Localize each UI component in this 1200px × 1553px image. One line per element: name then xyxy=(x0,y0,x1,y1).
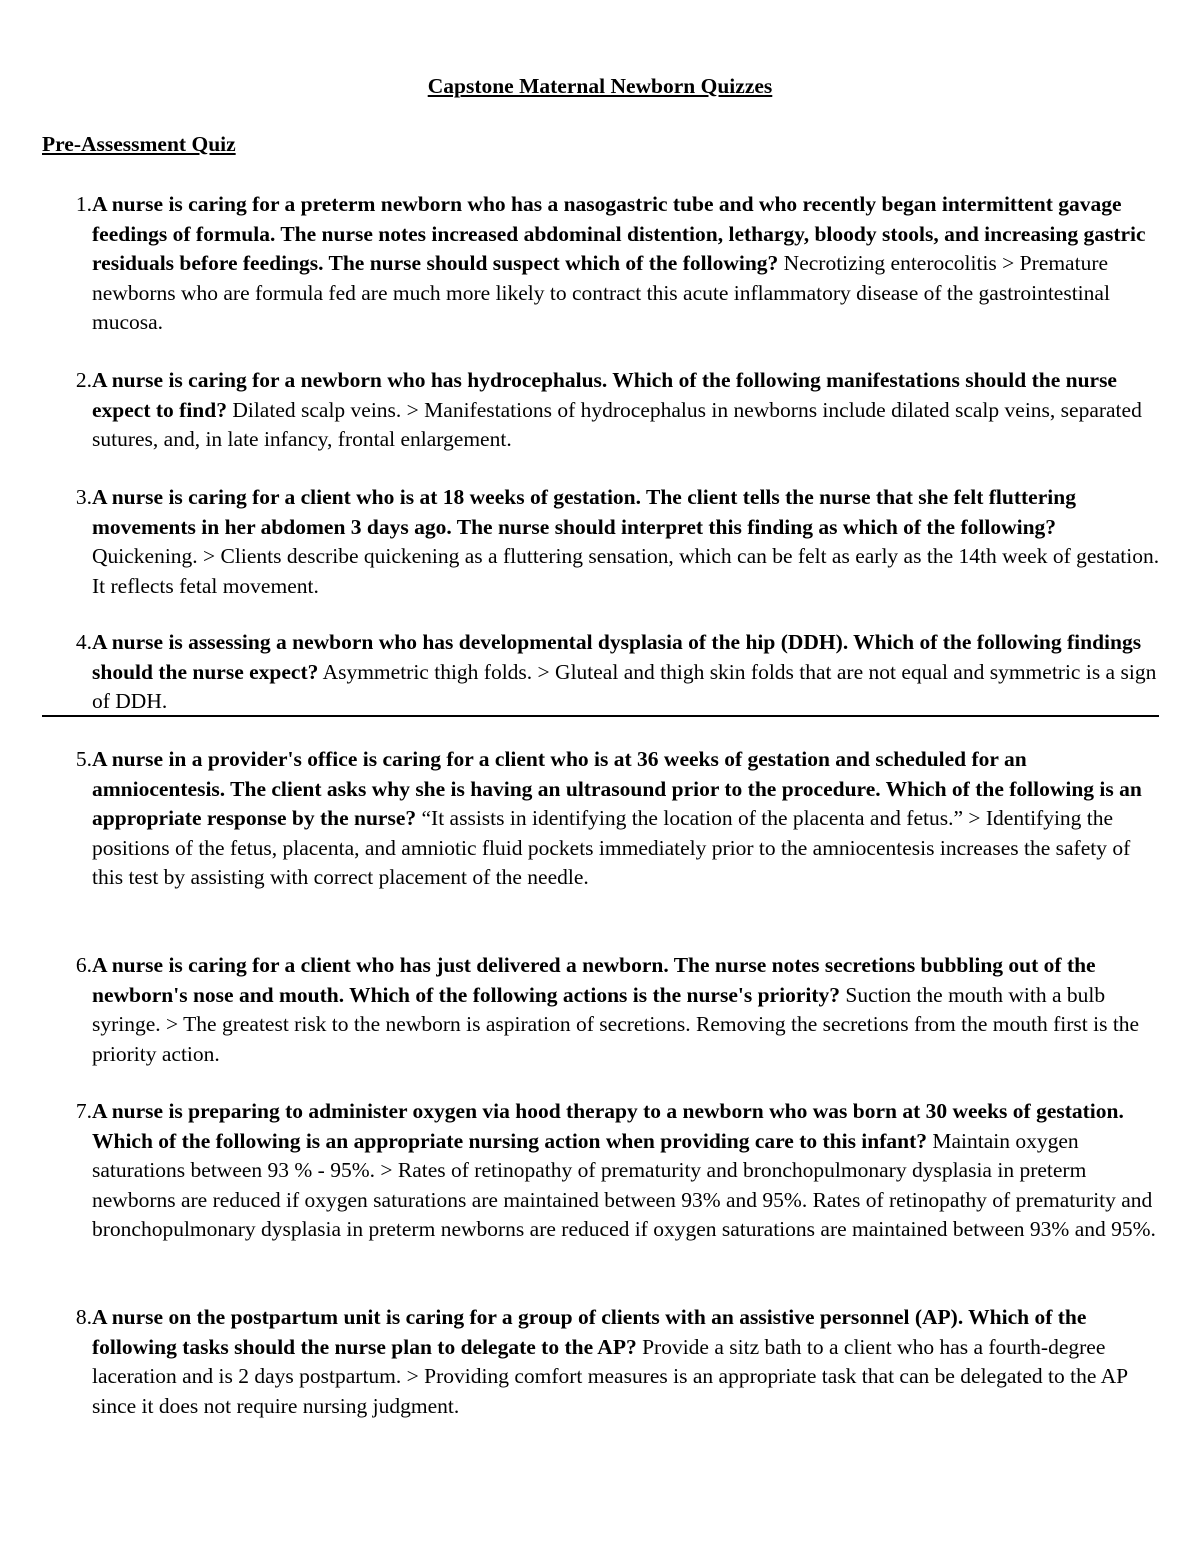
question-answer: Necrotizing enterocolitis > Premature newborns who are formula fed are much more likely to contract this acute inflammatory disease of the gastrointestinal mucosa. xyxy=(92,251,1110,334)
question-item xyxy=(42,951,1162,1069)
question-number: 1. xyxy=(75,192,92,216)
section-title: Pre-Assessment Quiz xyxy=(42,132,236,156)
question-stem: A nurse is caring for a client who has just delivered a newborn. The nurse notes secretions bubbling out of the newborn's nose and mouth. Which of the following actions is the nurse's priority? xyxy=(92,953,1096,1007)
question-item xyxy=(42,1097,1162,1245)
question-answer: Provide a sitz bath to a client who has a fourth-degree laceration and is 2 days postpartum. > Providing comfort measures is an appropriate task that can be delegated to the AP since it does not require nursing judgment. xyxy=(92,1334,1128,1418)
question-answer: Asymmetric thigh folds. > Gluteal and thigh skin folds that are not equal and symmetric is a sign of DDH. xyxy=(92,659,1157,713)
question-stem: A nurse on the postpartum unit is caring for a group of clients with an assistive personnel (AP). Which of the following tasks should the nurse plan to delegate to the AP? xyxy=(92,1305,1087,1359)
question-stem: A nurse is preparing to administer oxygen via hood therapy to a newborn who was born at 30 weeks of gestation. Which of the following is an appropriate nursing action when providing care to this infant? xyxy=(92,1099,1124,1153)
question-number: 5. xyxy=(75,747,92,771)
question-item xyxy=(42,1303,1162,1421)
question-number: 3. xyxy=(75,485,92,509)
question-number: 7. xyxy=(75,1099,92,1123)
question-stem: A nurse is caring for a client who is at 18 weeks of gestation. The client tells the nurse that she felt fluttering movements in her abdomen 3 days ago. The nurse should interpret this finding as which of the following? xyxy=(92,485,1076,539)
question-number: 6. xyxy=(75,953,92,977)
question-stem: A nurse in a provider's office is caring for a client who is at 36 weeks of gestation and scheduled for an amniocentesis. The client asks why she is having an ultrasound prior to the procedure. Which of the following is an appropriate response by the nurse? xyxy=(92,747,1142,830)
question-number: 4. xyxy=(75,630,92,654)
question-answer: Maintain oxygen saturations between 93 % - 95%. > Rates of retinopathy of prematurity and bronchopulmonary dysplasia in preterm newborns are reduced if oxygen saturations are maintained between 93% and 95%. Rates of retinopathy of prematurity and bronchopulmonary dysplasia in preterm newborns are reduced if oxygen saturations are maintained between 93% and 95%. xyxy=(92,1128,1156,1241)
question-item xyxy=(42,483,1162,601)
question-stem: A nurse is assessing a newborn who has developmental dysplasia of the hip (DDH). Which of the following findings should the nurse expect? xyxy=(92,630,1142,684)
question-item xyxy=(42,190,1162,338)
document-title: Capstone Maternal Newborn Quizzes xyxy=(427,74,773,98)
question-number: 2. xyxy=(75,368,92,392)
question-item xyxy=(42,628,1162,717)
question-answer: “It assists in identifying the location of the placenta and fetus.” > Identifying the positions of the fetus, placenta, and amniotic fluid pockets immediately prior to the amniocentesis increases the safety of this test by assisting with correct placement of the needle. xyxy=(92,806,1131,889)
question-answer: Dilated scalp veins. > Manifestations of hydrocephalus in newborns include dilated scalp veins, separated sutures, and, in late infancy, frontal enlargement. xyxy=(92,397,1142,451)
section-divider xyxy=(42,715,1159,717)
question-item xyxy=(42,745,1162,893)
question-item xyxy=(42,366,1162,455)
question-answer: Suction the mouth with a bulb syringe. > The greatest risk to the newborn is aspiration of secretions. Removing the secretions from the mouth first is the priority action. xyxy=(92,982,1140,1066)
question-stem: A nurse is caring for a newborn who has hydrocephalus. Which of the following manifestations should the nurse expect to find? xyxy=(92,368,1117,422)
question-answer: Quickening. > Clients describe quickening as a fluttering sensation, which can be felt as early as the 14th week of gestation. It reflects fetal movement. xyxy=(92,544,1160,598)
question-number: 8. xyxy=(75,1305,92,1329)
question-stem: A nurse is caring for a preterm newborn who has a nasogastric tube and who recently began intermittent gavage feedings of formula. The nurse notes increased abdominal distention, lethargy, bloody stools, and increasing gastric residuals before feedings. The nurse should suspect which of the following? xyxy=(92,192,1146,275)
